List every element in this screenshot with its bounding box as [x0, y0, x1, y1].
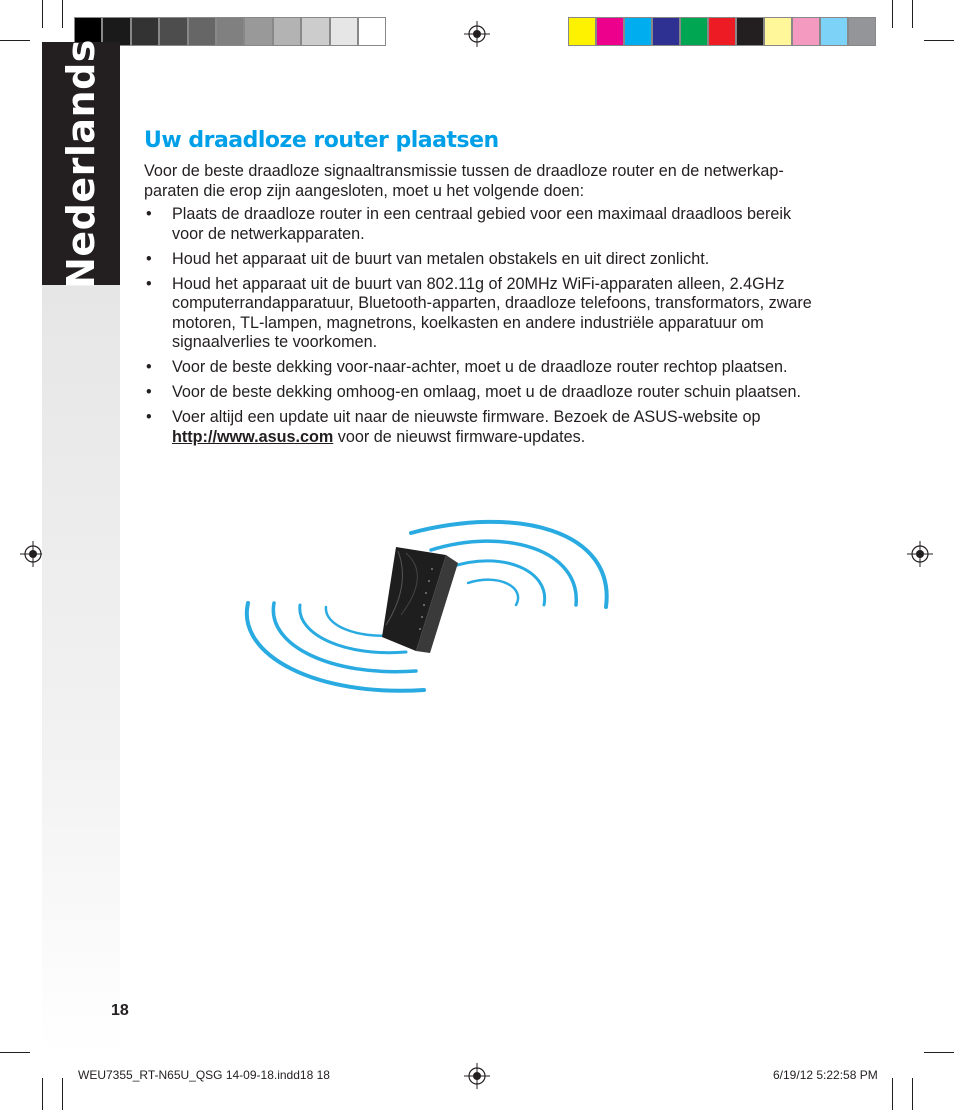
color-swatch	[159, 17, 187, 46]
signal-wave	[451, 561, 545, 605]
list-item: • Voor de beste dekking omhoog-en omlaag, moet u de draadloze router schuin plaatsen.	[146, 383, 802, 401]
color-swatch	[764, 17, 792, 46]
crop-mark	[62, 0, 63, 28]
registration-target-icon	[464, 21, 490, 47]
color-swatch	[848, 17, 876, 46]
color-swatch	[131, 17, 159, 46]
asus-website-link[interactable]: http://www.asus.com	[172, 427, 334, 446]
router-device	[382, 547, 458, 653]
color-swatch	[624, 17, 652, 46]
crop-mark	[912, 1078, 913, 1110]
crop-mark	[892, 1078, 893, 1110]
crop-mark	[0, 40, 30, 41]
intro-paragraph: Voor de beste draadloze signaaltransmissie tussen de draadloze router en de netwerkap-paraten die erop zijn aangesloten, moet u het volgende doen:	[144, 162, 784, 200]
section-heading: Uw draadloze router plaatsen	[144, 128, 499, 153]
crop-mark	[924, 1052, 954, 1053]
page-number: 18	[111, 1002, 129, 1019]
color-swatch	[273, 17, 301, 46]
crop-mark	[42, 0, 43, 28]
router-illustration	[236, 505, 620, 697]
list-item: • Houd het apparaat uit de buurt van 802.11g of 20MHz WiFi-apparaten alleen, 2.4GHz computerrandapparatuur, Bluetooth-apparten, draadloze telefoons, transformators, zware motoren, TL-lampen, magnetrons, koelkasten en andere industriële apparatuur om signaalverlies te voorkomen.	[146, 274, 812, 351]
crop-mark	[42, 1078, 43, 1110]
list-item: • Plaats de draadloze router in een centraal gebied voor een maximaal draadloos bereik voor de netwerkapparaten.	[146, 205, 792, 243]
color-swatch	[216, 17, 244, 46]
footer-timestamp: 6/19/12 5:22:58 PM	[773, 1068, 878, 1082]
list-item: • Houd het apparaat uit de buurt van metalen obstakels en uit direct zonlicht.	[146, 249, 710, 268]
color-swatch	[568, 17, 596, 46]
bullet-list	[144, 205, 824, 453]
color-swatch	[680, 17, 708, 46]
color-swatch	[792, 17, 820, 46]
color-swatch	[188, 17, 216, 46]
color-swatch	[244, 17, 272, 46]
crop-mark	[912, 0, 913, 28]
list-item: • Voer altijd een update uit naar de nieuwste firmware. Bezoek de ASUS-website op http://www.asus.com voor de nieuwst firmware-updates.	[146, 408, 761, 446]
crop-mark	[924, 40, 954, 41]
color-swatch	[736, 17, 764, 46]
list-item: • Voor de beste dekking voor-naar-achter, moet u de draadloze router rechtop plaatsen.	[146, 358, 788, 376]
color-swatch	[820, 17, 848, 46]
signal-wave	[468, 580, 518, 605]
color-swatch	[330, 17, 358, 46]
language-tab-label: Nederlands	[59, 38, 103, 289]
color-swatch	[708, 17, 736, 46]
sidebar-gradient	[42, 285, 120, 1055]
color-swatch	[358, 17, 386, 46]
color-swatch	[596, 17, 624, 46]
color-swatch	[301, 17, 329, 46]
crop-mark	[0, 1052, 30, 1053]
color-swatch	[652, 17, 680, 46]
registration-target-icon	[907, 541, 933, 567]
footer-file-info: WEU7355_RT-N65U_QSG 14-09-18.indd18 18	[78, 1068, 330, 1082]
crop-mark	[62, 1078, 63, 1110]
registration-target-icon	[464, 1063, 490, 1089]
crop-mark	[892, 0, 893, 28]
